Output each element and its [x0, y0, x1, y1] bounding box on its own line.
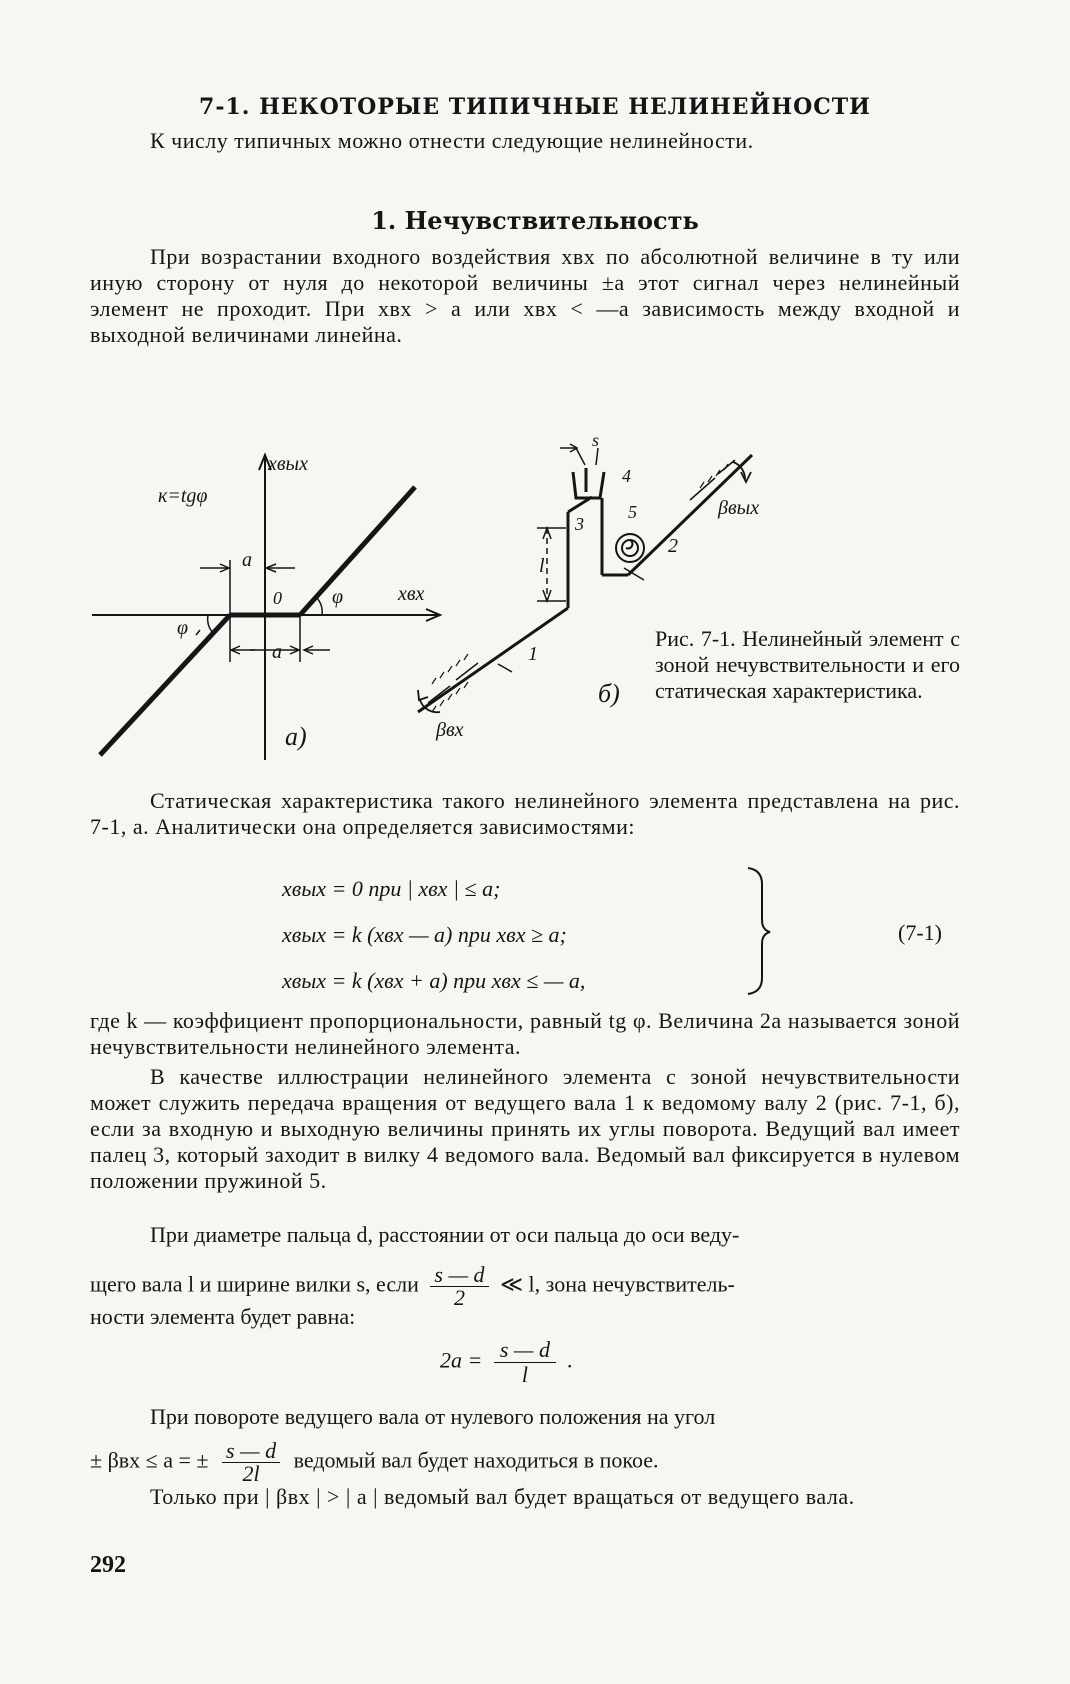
label-k: к=tgφ [158, 485, 208, 507]
label-y-axis: xвых [268, 453, 308, 475]
paragraph-2: Статическая характеристика такого нелинейного элемента представлена на рис. 7-1, a. Аналитически она определяется зависимостями: [90, 788, 960, 839]
equation-line-1: xвых = 0 при | xвх | ≤ a; [282, 876, 501, 901]
paragraph-4: В качестве иллюстрации нелинейного элемента с зоной нечувствительности может служить передача вращения от ведущего вала 1 к ведомому валу 2 (рис. 7-1, б), если за входную и выходную величины принять их углы поворота. Ведущий вал имеет палец 3, который заходит в вилку 4 ведомого вала. Ведомый вал фиксируется в нулевом положении пружиной 5. [90, 1064, 960, 1193]
eq2-lhs: 2a = [440, 1347, 483, 1373]
figure-caption: Рис. 7-1. Нелинейный элемент с зоной нечувствительности и его статическая характеристика. [655, 626, 960, 703]
label-5: 5 [628, 502, 637, 522]
label-2: 2 [668, 535, 678, 557]
equation-2 [440, 1338, 573, 1387]
paragraph-5-line-2 [90, 1264, 960, 1309]
p6-lhs: ± βвх ≤ a = ± [90, 1447, 209, 1473]
label-a-bottom: a [272, 641, 282, 663]
intro-text: К числу типичных можно отнести следующие нелинейности. [150, 128, 754, 153]
eq2-den: l [521, 1362, 528, 1387]
equation-number: (7-1) [898, 920, 942, 945]
p6-den: 2l [242, 1461, 260, 1486]
label-beta-in: βвх [436, 719, 464, 741]
paragraph-6-line-2 [90, 1440, 960, 1485]
label-3: 3 [575, 514, 584, 534]
paragraph-7: Только при | βвх | > | a | ведомый вал будет вращаться от ведущего вала. [150, 1484, 855, 1509]
label-x-axis: xвх [398, 583, 425, 605]
subsection-title: 1. Нечувствительность [371, 206, 699, 235]
paragraph-1: При возрастании входного воздействия xвх по абсолютной величине в ту или иную сторону от нуля до некоторой величины ±a этот сигнал через нелинейный элемент не проходит. При xвх > a или xвх < —a зависимость между входной и выходной величинами линейна. [90, 244, 960, 347]
label-phi-left: φ [177, 617, 189, 639]
figure-a [92, 455, 440, 760]
fork-4 [573, 472, 604, 498]
p6-num: s — d [222, 1440, 280, 1463]
p5-frac-den: 2 [453, 1285, 465, 1310]
section-title: 7-1. НЕКОТОРЫЕ ТИПИЧНЫЕ НЕЛИНЕЙНОСТИ [199, 94, 871, 120]
p5-text-a: щего вала l и ширине вилки s, если [90, 1271, 419, 1297]
p6-fraction [222, 1440, 280, 1485]
panel-a-label: a) [285, 722, 307, 751]
eq2-fraction [494, 1338, 556, 1387]
paragraph-5-line-1: При диаметре пальца d, расстоянии от оси пальца до оси веду- [150, 1222, 740, 1247]
shaft-1 [418, 608, 568, 712]
label-a-top: a [242, 549, 252, 571]
label-phi-right: φ [332, 586, 344, 608]
label-s: s [592, 430, 600, 450]
label-beta-out: βвых [718, 497, 760, 519]
equation-line-2: xвых = k (xвх — a) при xвх ≥ a; [282, 922, 567, 947]
paragraph-5-line-3: ности элемента будет равна: [90, 1304, 356, 1329]
p5-text-b: ≪ l, зона нечувствитель- [500, 1271, 735, 1297]
label-4: 4 [622, 466, 631, 486]
eq2-end: . [567, 1347, 573, 1373]
p5-fraction [430, 1264, 488, 1309]
page-number: 292 [90, 1552, 126, 1578]
label-origin: 0 [273, 588, 282, 608]
label-1: 1 [528, 643, 538, 665]
panel-b-label: б) [598, 679, 620, 708]
label-l: l [539, 555, 545, 577]
paragraph-6-line-1: При повороте ведущего вала от нулевого положения на угол [150, 1404, 716, 1429]
paragraph-3: где k — коэффициент пропорциональности, равный tg φ. Величина 2a называется зоной нечувствительности нелинейного элемента. [90, 1008, 960, 1059]
equation-line-3: xвых = k (xвх + a) при xвх ≤ — a, [282, 968, 586, 993]
p5-frac-num: s — d [430, 1264, 488, 1287]
left-branch [100, 615, 230, 755]
p6-rhs: ведомый вал будет находиться в покое. [293, 1447, 659, 1473]
eq2-num: s — d [494, 1338, 556, 1363]
